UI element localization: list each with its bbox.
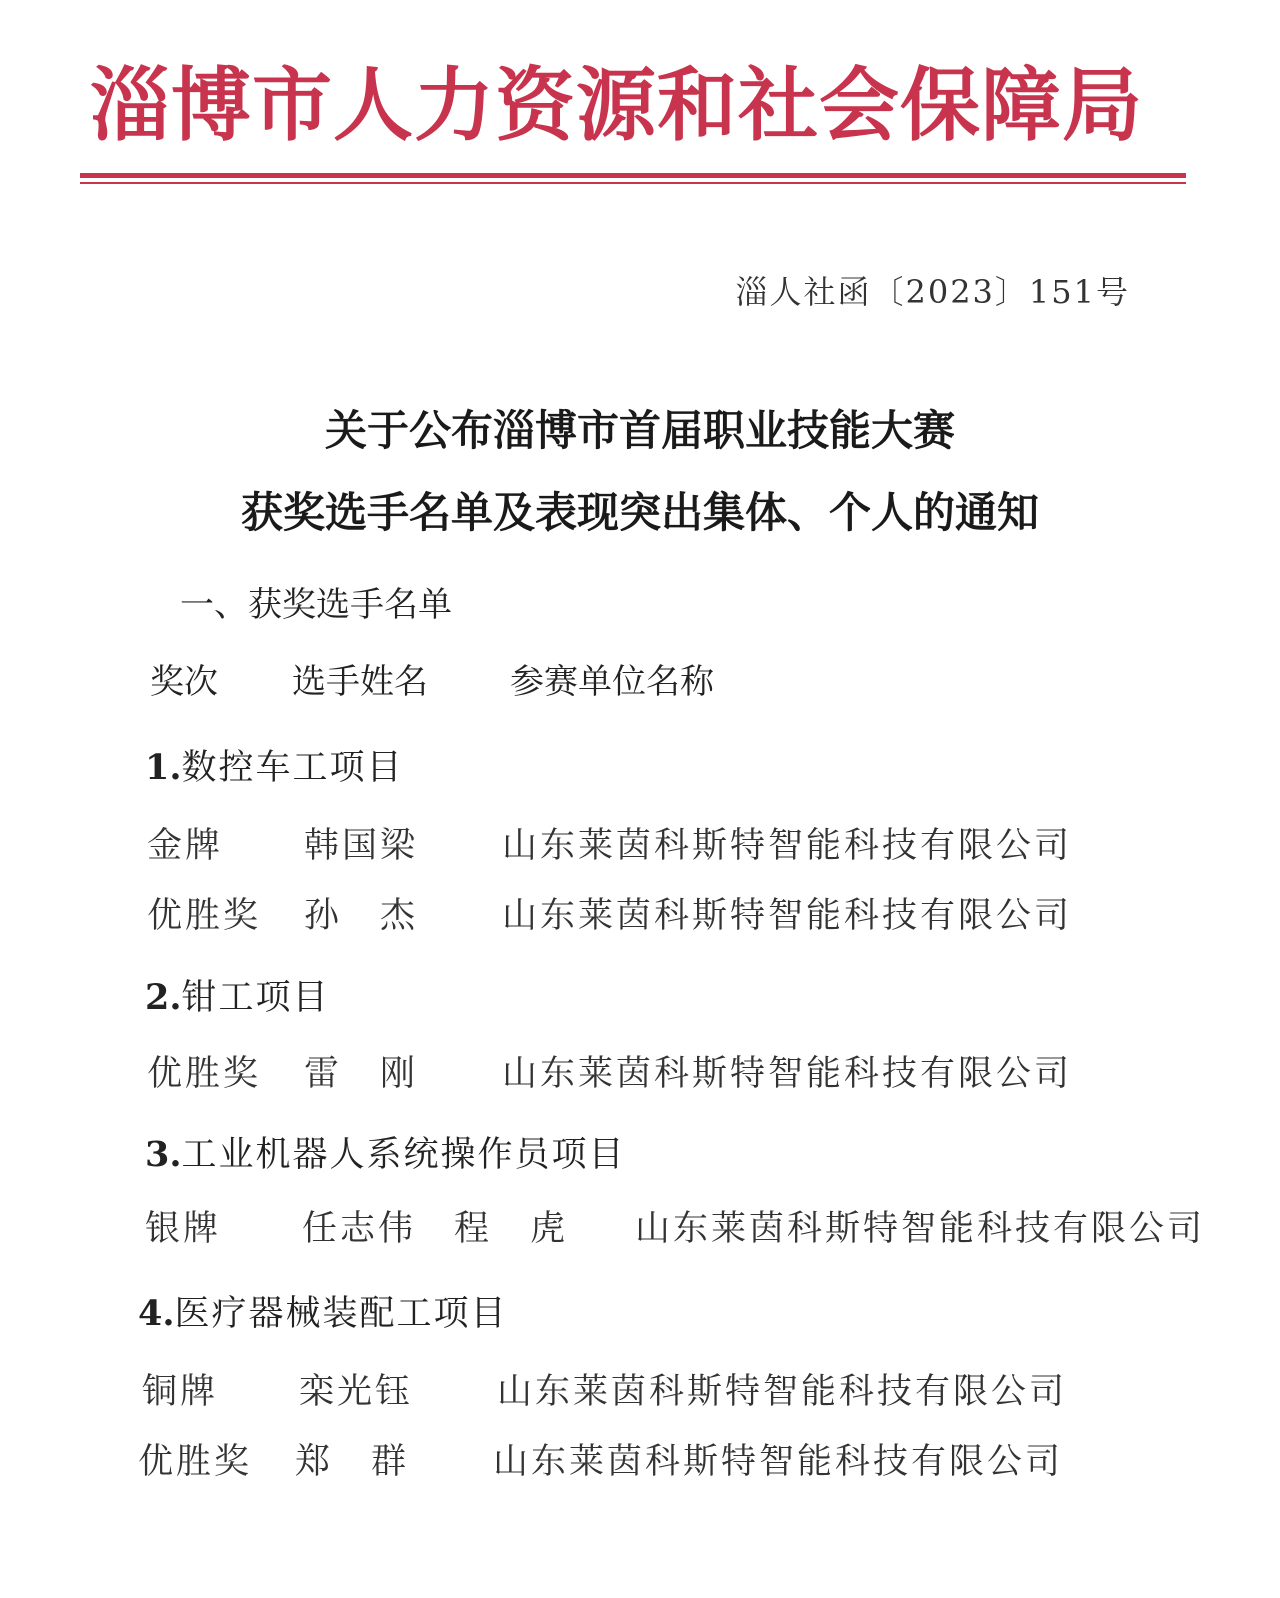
unit-name: 山东莱茵科斯特智能科技有限公司 <box>635 1209 1206 1249</box>
contestant-name: 雷 刚 <box>304 1054 419 1094</box>
project-heading <box>145 1133 626 1177</box>
column-header-award: 奖次 <box>150 662 218 702</box>
award-row <box>147 894 1280 938</box>
award-level: 金牌 <box>147 826 224 866</box>
project-number: 4. <box>138 1293 175 1334</box>
project-number: 1. <box>145 747 182 788</box>
column-header-name: 选手姓名 <box>292 662 428 702</box>
masthead: 淄博市人力资源和社会保障局 <box>90 59 1143 152</box>
award-level: 铜牌 <box>142 1372 219 1412</box>
document-title-line-2: 获奖选手名单及表现突出集体、个人的通知 <box>240 488 1039 537</box>
section-heading: 一、获奖选手名单 <box>180 585 452 625</box>
project-name: 医疗器械装配工项目 <box>174 1294 508 1334</box>
unit-name: 山东莱茵科斯特智能科技有限公司 <box>502 826 1073 866</box>
project-number: 3. <box>145 1134 182 1175</box>
unit-name: 山东莱茵科斯特智能科技有限公司 <box>502 896 1073 936</box>
project-heading <box>138 1292 508 1336</box>
contestant-name: 栾光钰 <box>299 1372 414 1412</box>
contestant-name: 孙 杰 <box>304 896 419 936</box>
masthead-rule-thick <box>80 173 1186 178</box>
document-title-line-1: 关于公布淄博市首届职业技能大赛 <box>324 406 955 455</box>
award-row <box>147 1052 1280 1096</box>
award-row <box>145 1207 1280 1251</box>
award-row <box>147 824 1280 868</box>
contestant-name: 韩国梁 <box>304 826 419 866</box>
unit-name: 山东莱茵科斯特智能科技有限公司 <box>502 1054 1073 1094</box>
award-row <box>142 1370 1280 1414</box>
project-heading <box>145 746 404 790</box>
unit-name: 山东莱茵科斯特智能科技有限公司 <box>493 1442 1064 1482</box>
award-level: 优胜奖 <box>138 1442 253 1482</box>
contestant-name: 任志伟 程 虎 <box>302 1209 569 1249</box>
contestant-name: 郑 群 <box>295 1442 410 1482</box>
award-level: 优胜奖 <box>147 896 262 936</box>
award-row <box>138 1440 1280 1484</box>
award-level: 银牌 <box>145 1209 222 1249</box>
award-level: 优胜奖 <box>147 1054 262 1094</box>
project-name: 数控车工项目 <box>181 748 404 788</box>
masthead-rule-thin <box>80 182 1186 184</box>
project-number: 2. <box>145 977 182 1018</box>
unit-name: 山东莱茵科斯特智能科技有限公司 <box>497 1372 1068 1412</box>
column-header-unit: 参赛单位名称 <box>510 662 714 702</box>
project-heading <box>145 976 330 1020</box>
document-number: 淄人社函〔2023〕151号 <box>735 273 1130 311</box>
project-name: 工业机器人系统操作员项目 <box>181 1135 626 1175</box>
project-name: 钳工项目 <box>181 978 330 1018</box>
